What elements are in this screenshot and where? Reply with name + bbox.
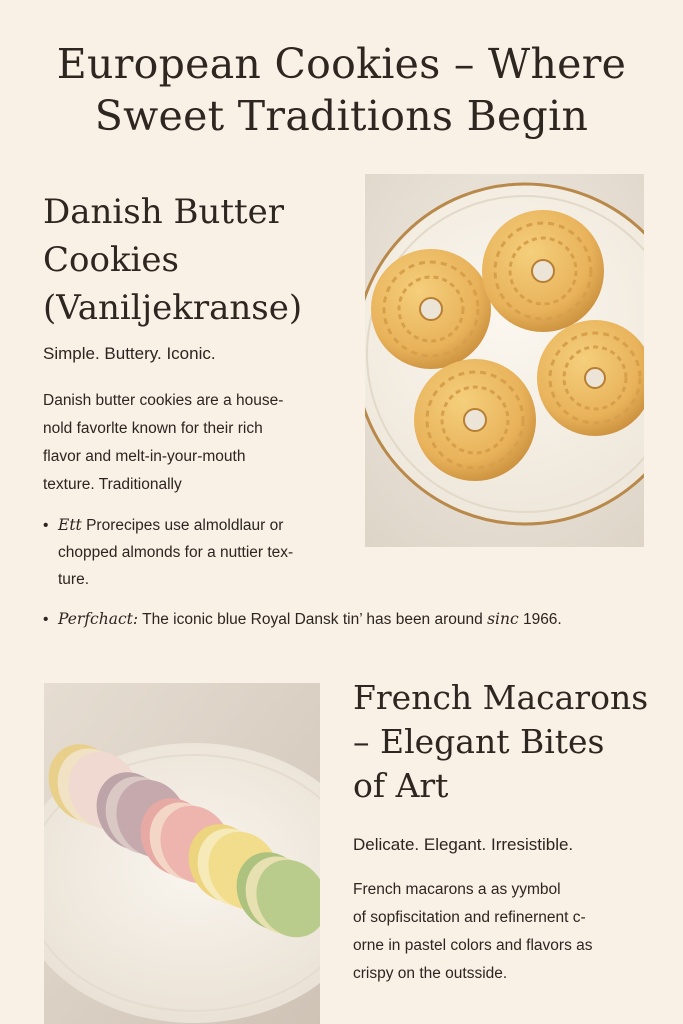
cookie bbox=[414, 359, 536, 481]
french-title-line2: – Elegant Bites bbox=[353, 722, 605, 761]
french-body-line1: French macarons a as yymbol bbox=[353, 881, 561, 898]
cookie-plate-illustration bbox=[365, 174, 644, 547]
cookie bbox=[482, 210, 604, 332]
bullet-text: The iconic blue Royal Dansk tin’ has been around bbox=[138, 611, 488, 628]
danish-title-line3: (Vaniljekranse) bbox=[43, 288, 303, 328]
danish-title-line1: Danish Butter bbox=[43, 192, 285, 232]
page-title bbox=[0, 38, 683, 142]
danish-body-line4: texture. Traditionally bbox=[43, 476, 182, 493]
bullet-text-line3: ture. bbox=[58, 571, 90, 588]
cookie bbox=[371, 249, 491, 369]
french-body-line4: crispy on the outsside. bbox=[353, 965, 508, 982]
danish-bullet-recipes bbox=[43, 512, 343, 593]
french-tagline: Delicate. Elegant. Irresistible. bbox=[353, 835, 574, 854]
bullet-dot-icon: • bbox=[43, 611, 49, 628]
bullet-label: Perfchact: bbox=[58, 610, 139, 628]
french-description bbox=[353, 876, 653, 988]
danish-description bbox=[43, 387, 338, 499]
french-macarons-photo bbox=[44, 683, 320, 1024]
bullet-text-line2: chopped almonds for a nuttier tex- bbox=[58, 544, 294, 561]
danish-cookies-photo bbox=[365, 174, 644, 547]
french-title-line1: French Macarons bbox=[353, 678, 649, 717]
danish-body-line3: flavor and melt-in-your-mouth bbox=[43, 448, 246, 465]
bullet-label: Ett bbox=[58, 516, 82, 534]
french-title-line3: of Art bbox=[353, 766, 449, 805]
danish-section-title bbox=[43, 188, 343, 332]
macaron-plate-illustration bbox=[44, 683, 320, 1024]
danish-body-line1: Danish butter cookies are a house- bbox=[43, 392, 284, 409]
danish-title-line2: Cookies bbox=[43, 240, 179, 280]
french-body-line3: orne in pastel colors and flavors as bbox=[353, 937, 593, 954]
french-section-title bbox=[353, 676, 673, 808]
page-title-line2: Sweet Traditions Begin bbox=[94, 92, 589, 140]
bullet-text-line1: Prorecipes use almoldlaur or bbox=[81, 517, 284, 534]
bullet-dot-icon: • bbox=[43, 517, 49, 534]
bullet-text-end: 1966. bbox=[518, 611, 562, 628]
page-title-line1: European Cookies – Where bbox=[56, 40, 627, 88]
french-body-line2: of sopfiscitation and refinernent c- bbox=[353, 909, 586, 926]
danish-body-line2: nold favorlte known for their rich bbox=[43, 420, 263, 437]
danish-bullet-fact bbox=[43, 606, 663, 633]
danish-tagline: Simple. Buttery. Iconic. bbox=[43, 344, 216, 363]
bullet-emphasis: sinc bbox=[487, 610, 519, 628]
